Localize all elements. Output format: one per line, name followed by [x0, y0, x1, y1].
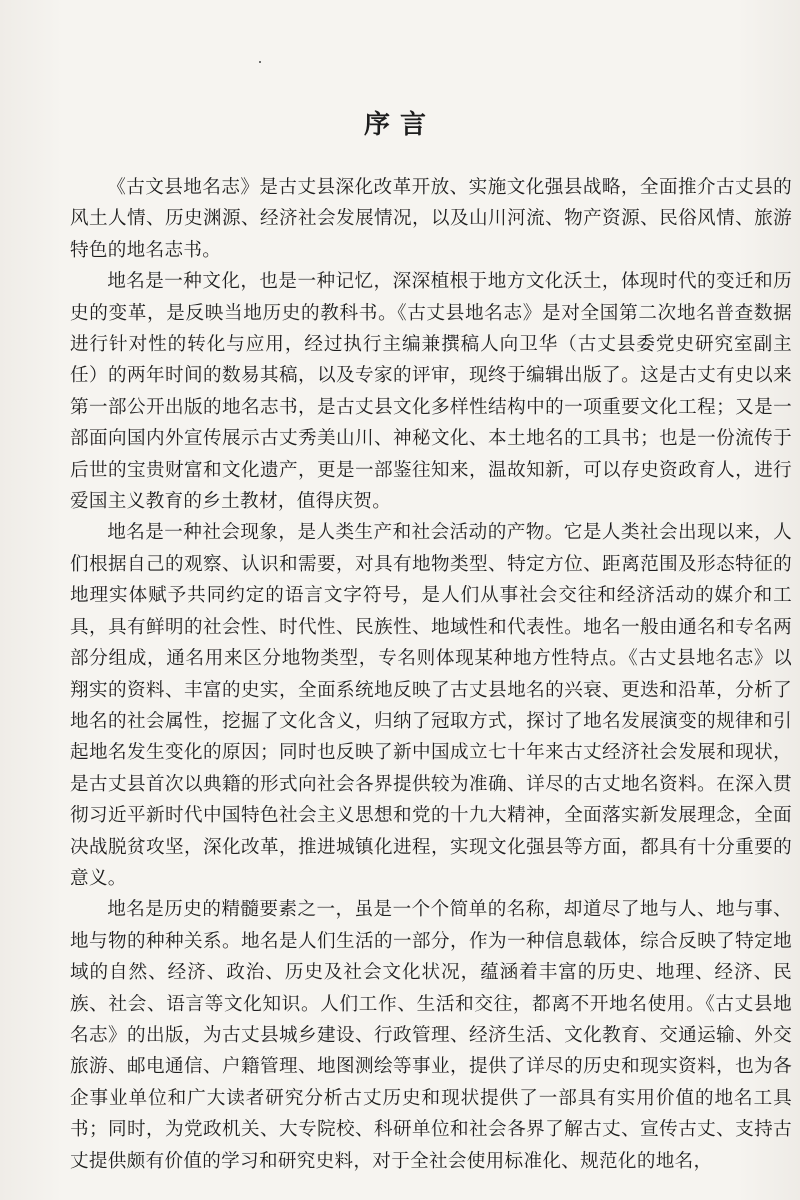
- paragraph-1: 《古文县地名志》是古丈县深化改革开放、实施文化强县战略，全面推介古丈县的风土人情、历史渊源、经济社会发展情况，以及山川河流、物产资源、民俗风情、旅游特色的地名志书。: [70, 177, 792, 261]
- paragraph-3: 地名是一种社会现象，是人类生产和社会活动的产物。它是人类社会出现以来，人们根据自己的观察、认识和需要，对具有地物类型、特定方位、距离范围及形态特征的地理实体赋予共同约定的语言文字符号，是人们从事社会交往和经济活动的媒介和工具，具有鲜明的社会性、时代性、民族性、地域性和代表性。地名一般由通名和专名两部分组成，通名用来区分地物类型，专名则体现某种地方性特点。《古丈县地名志》以翔实的资料、丰富的史实，全面系统地反映了古丈县地名的兴衰、更迭和沿革，分析了地名的社会属性，挖掘了文化含义，归纳了冠取方式，探讨了地名发展演变的规律和引起地名发生变化的原因；同时也反映了新中国成立七十年来古丈经济社会发展和现状，是古丈县首次以典籍的形式向社会各界提供较为准确、详尽的古丈地名资料。在深入贯彻习近平新时代中国特色社会主义思想和党的十九大精神，全面落实新发展理念，全面决战脱贫攻坚，深化改革，推进城镇化进程，实现文化强县等方面，都具有十分重要的意义。: [70, 522, 792, 889]
- page-title: 序言: [363, 110, 436, 140]
- body-text: [70, 172, 792, 1177]
- paragraph-2: 地名是一种文化，也是一种记忆，深深植根于地方文化沃土，体现时代的变迁和历史的变革，是反映当地历史的教科书。《古丈县地名志》是对全国第二次地名普查数据进行针对性的转化与应用，经过执行主编兼撰稿人向卫华（古丈县委党史研究室副主任）的两年时间的数易其稿，以及专家的评审，现终于编辑出版了。这是古丈有史以来第一部公开出版的地名志书，是古丈县文化多样性结构中的一项重要文化工程；又是一部面向国内外宣传展示古丈秀美山川、神秘文化、本土地名的工具书；也是一份流传于后世的宝贵财富和文化遗产，更是一部鉴往知来，温故知新，可以存史资政育人，进行爱国主义教育的乡土教材，值得庆贺。: [70, 271, 792, 513]
- paragraph-4: 地名是历史的精髓要素之一，虽是一个个简单的名称，却道尽了地与人、地与事、地与物的种种关系。地名是人们生活的一部分，作为一种信息载体，综合反映了特定地域的自然、经济、政治、历史及社会文化状况，蕴涵着丰富的历史、地理、经济、民族、社会、语言等文化知识。人们工作、生活和交往，都离不开地名使用。《古丈县地名志》的出版，为古丈县城乡建设、行政管理、经济生活、文化教育、交通运输、外交旅游、邮电通信、户籍管理、地图测绘等事业，提供了详尽的历史和现实资料，也为各企事业单位和广大读者研究分析古丈历史和现状提供了一部具有实用价值的地名工具书；同时，为党政机关、大专院校、科研单位和社会各界了解古丈、宣传古丈、支持古丈提供颇有价值的学习和研究史料，对于全社会使用标准化、规范化的地名，: [70, 899, 792, 1172]
- ink-speck: [259, 61, 261, 63]
